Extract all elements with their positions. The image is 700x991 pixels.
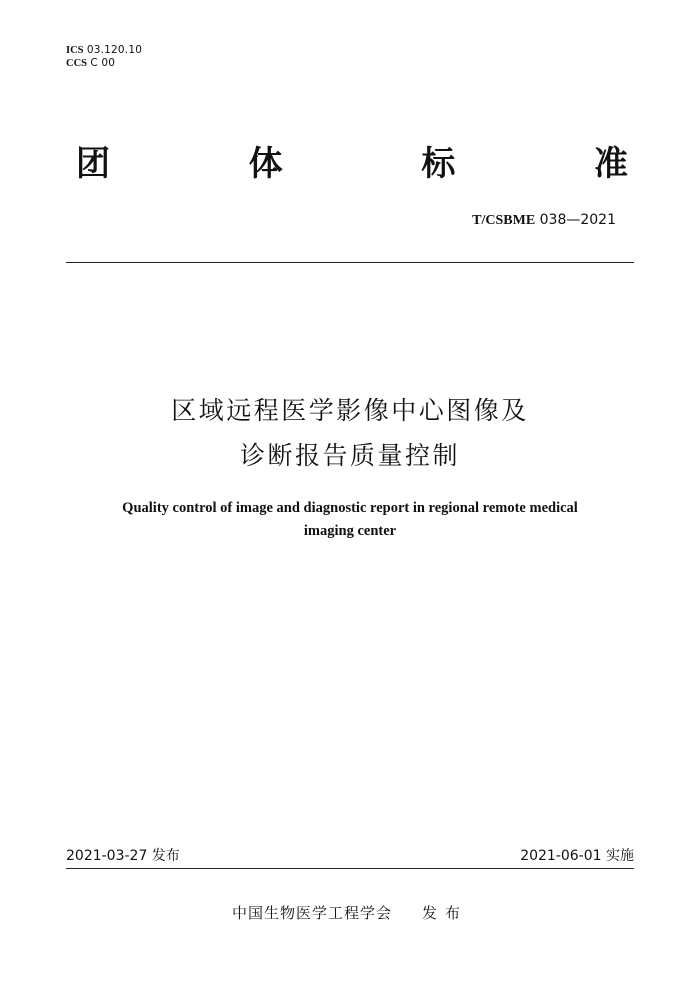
standard-type-char: 准 — [593, 144, 628, 184]
ccs-label: CCS — [66, 58, 88, 69]
ics-label: ICS — [66, 45, 84, 56]
ccs-code — [66, 57, 142, 70]
english-title-line-2: imaging center — [303, 523, 397, 539]
top-divider — [66, 262, 634, 263]
ics-value: 03.120.10 — [86, 44, 143, 56]
classification-codes — [66, 44, 142, 70]
standard-type-char: 标 — [421, 144, 456, 184]
ccs-value: C 00 — [90, 57, 116, 69]
issue-date: 2021-03-27 发布 — [66, 848, 180, 864]
standard-type-char: 团 — [76, 144, 110, 184]
english-title-line-1: Quality control of image and diagnostic report in regional remote medical — [122, 500, 578, 516]
standard-code — [472, 212, 616, 229]
standard-code-org: T/CSBME — [472, 213, 536, 228]
standard-type-heading — [76, 144, 628, 184]
chinese-title-line-2: 诊断报告质量控制 — [239, 441, 460, 470]
chinese-title-line-1: 区域远程医学影像中心图像及 — [171, 396, 529, 425]
publisher-name: 中国生物医学工程学会 — [231, 904, 392, 922]
ics-code — [66, 44, 142, 57]
publisher-action: 发布 — [422, 904, 469, 922]
implementation-date: 2021-06-01 实施 — [520, 848, 634, 864]
bottom-divider — [66, 868, 634, 869]
standard-code-number: 038—2021 — [539, 212, 616, 228]
standard-type-char: 体 — [248, 144, 283, 184]
publisher-line — [0, 902, 700, 923]
